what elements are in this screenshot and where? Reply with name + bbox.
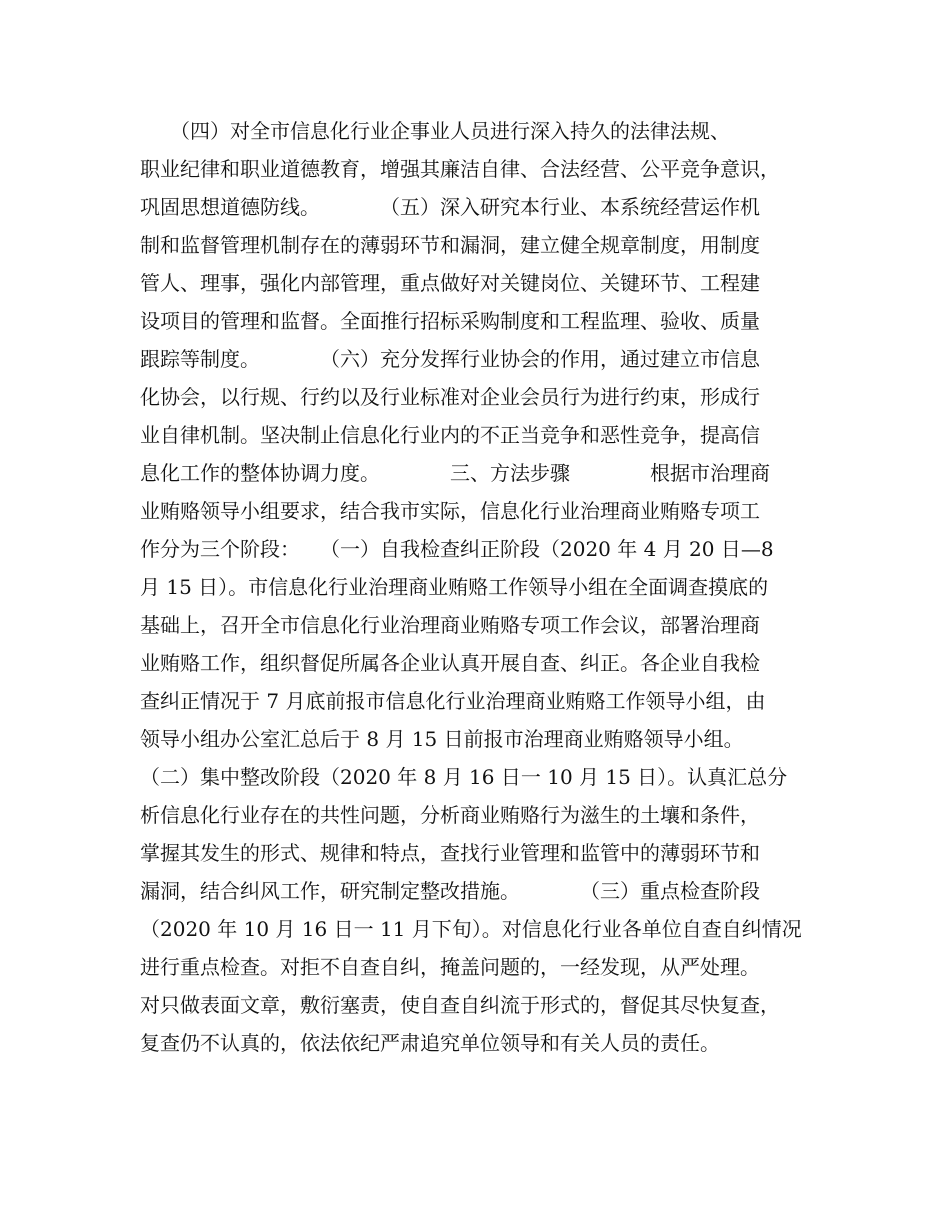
text-line: 对只做表面文章，敷衍塞责，使自查自纠流于形式的，督促其尽快复查， [140, 993, 780, 1017]
text-line: 业贿赂工作，组织督促所属各企业认真开展自查、纠正。各企业自我检 [140, 651, 760, 675]
text-line: 跟踪等制度。 （六）充分发挥行业协会的作用，通过建立市信息 [140, 347, 760, 371]
text-line: 制和监督管理机制存在的薄弱环节和漏洞，建立健全规章制度，用制度 [140, 233, 760, 257]
text-line: 基础上，召开全市信息化行业治理商业贿赂专项工作会议，部署治理商 [140, 613, 760, 637]
text-line: 领导小组办公室汇总后于 8 月 15 日前报市治理商业贿赂领导小组。 [140, 727, 744, 751]
text-line: 巩固思想道德防线。 （五）深入研究本行业、本系统经营运作机 [140, 195, 760, 219]
body-text [140, 112, 820, 1062]
text-line: 业贿赂领导小组要求，结合我市实际，信息化行业治理商业贿赂专项工 [140, 499, 760, 523]
text-line: 业自律机制。坚决制止信息化行业内的不正当竞争和恶性竞争，提高信 [140, 423, 760, 447]
text-line: 职业纪律和职业道德教育，增强其廉洁自律、合法经营、公平竞争意识， [140, 157, 780, 181]
text-line: 掌握其发生的形式、规律和特点，查找行业管理和监管中的薄弱环节和 [140, 841, 760, 865]
text-line: 进行重点检查。对拒不自查自纠，掩盖问题的，一经发现，从严处理。 [140, 955, 760, 979]
text-line: （2020 年 10 月 16 日一 11 月下旬）。对信息化行业各单位自查自纠情况 [140, 917, 802, 941]
text-line: （四）对全市信息化行业企事业人员进行深入持久的法律法规、 [140, 119, 730, 143]
text-line: 化协会，以行规、行约以及行业标准对企业会员行为进行约束，形成行 [140, 385, 760, 409]
text-line: 管人、理事，强化内部管理，重点做好对关键岗位、关键环节、工程建 [140, 271, 760, 295]
text-line: 析信息化行业存在的共性问题，分析商业贿赂行为滋生的土壤和条件， [140, 803, 760, 827]
text-line: （二）集中整改阶段（2020 年 8 月 16 日一 10 月 15 日）。认真汇总分 [140, 765, 788, 789]
text-line: 设项目的管理和监督。全面推行招标采购制度和工程监理、验收、质量 [140, 309, 760, 333]
text-line: 查纠正情况于 7 月底前报市信息化行业治理商业贿赂工作领导小组，由 [140, 689, 766, 713]
text-line: 息化工作的整体协调力度。 三、方法步骤 根据市治理商 [140, 461, 770, 485]
text-line: 月 15 日）。市信息化行业治理商业贿赂工作领导小组在全面调查摸底的 [140, 575, 769, 599]
text-line: 漏洞，结合纠风工作，研究制定整改措施。 （三）重点检查阶段 [140, 879, 760, 903]
text-line: 作分为三个阶段： （一）自我检查纠正阶段（2020 年 4 月 20 日—8 [140, 537, 774, 561]
text-line: 复查仍不认真的，依法依纪严肃追究单位领导和有关人员的责任。 [140, 1031, 720, 1055]
